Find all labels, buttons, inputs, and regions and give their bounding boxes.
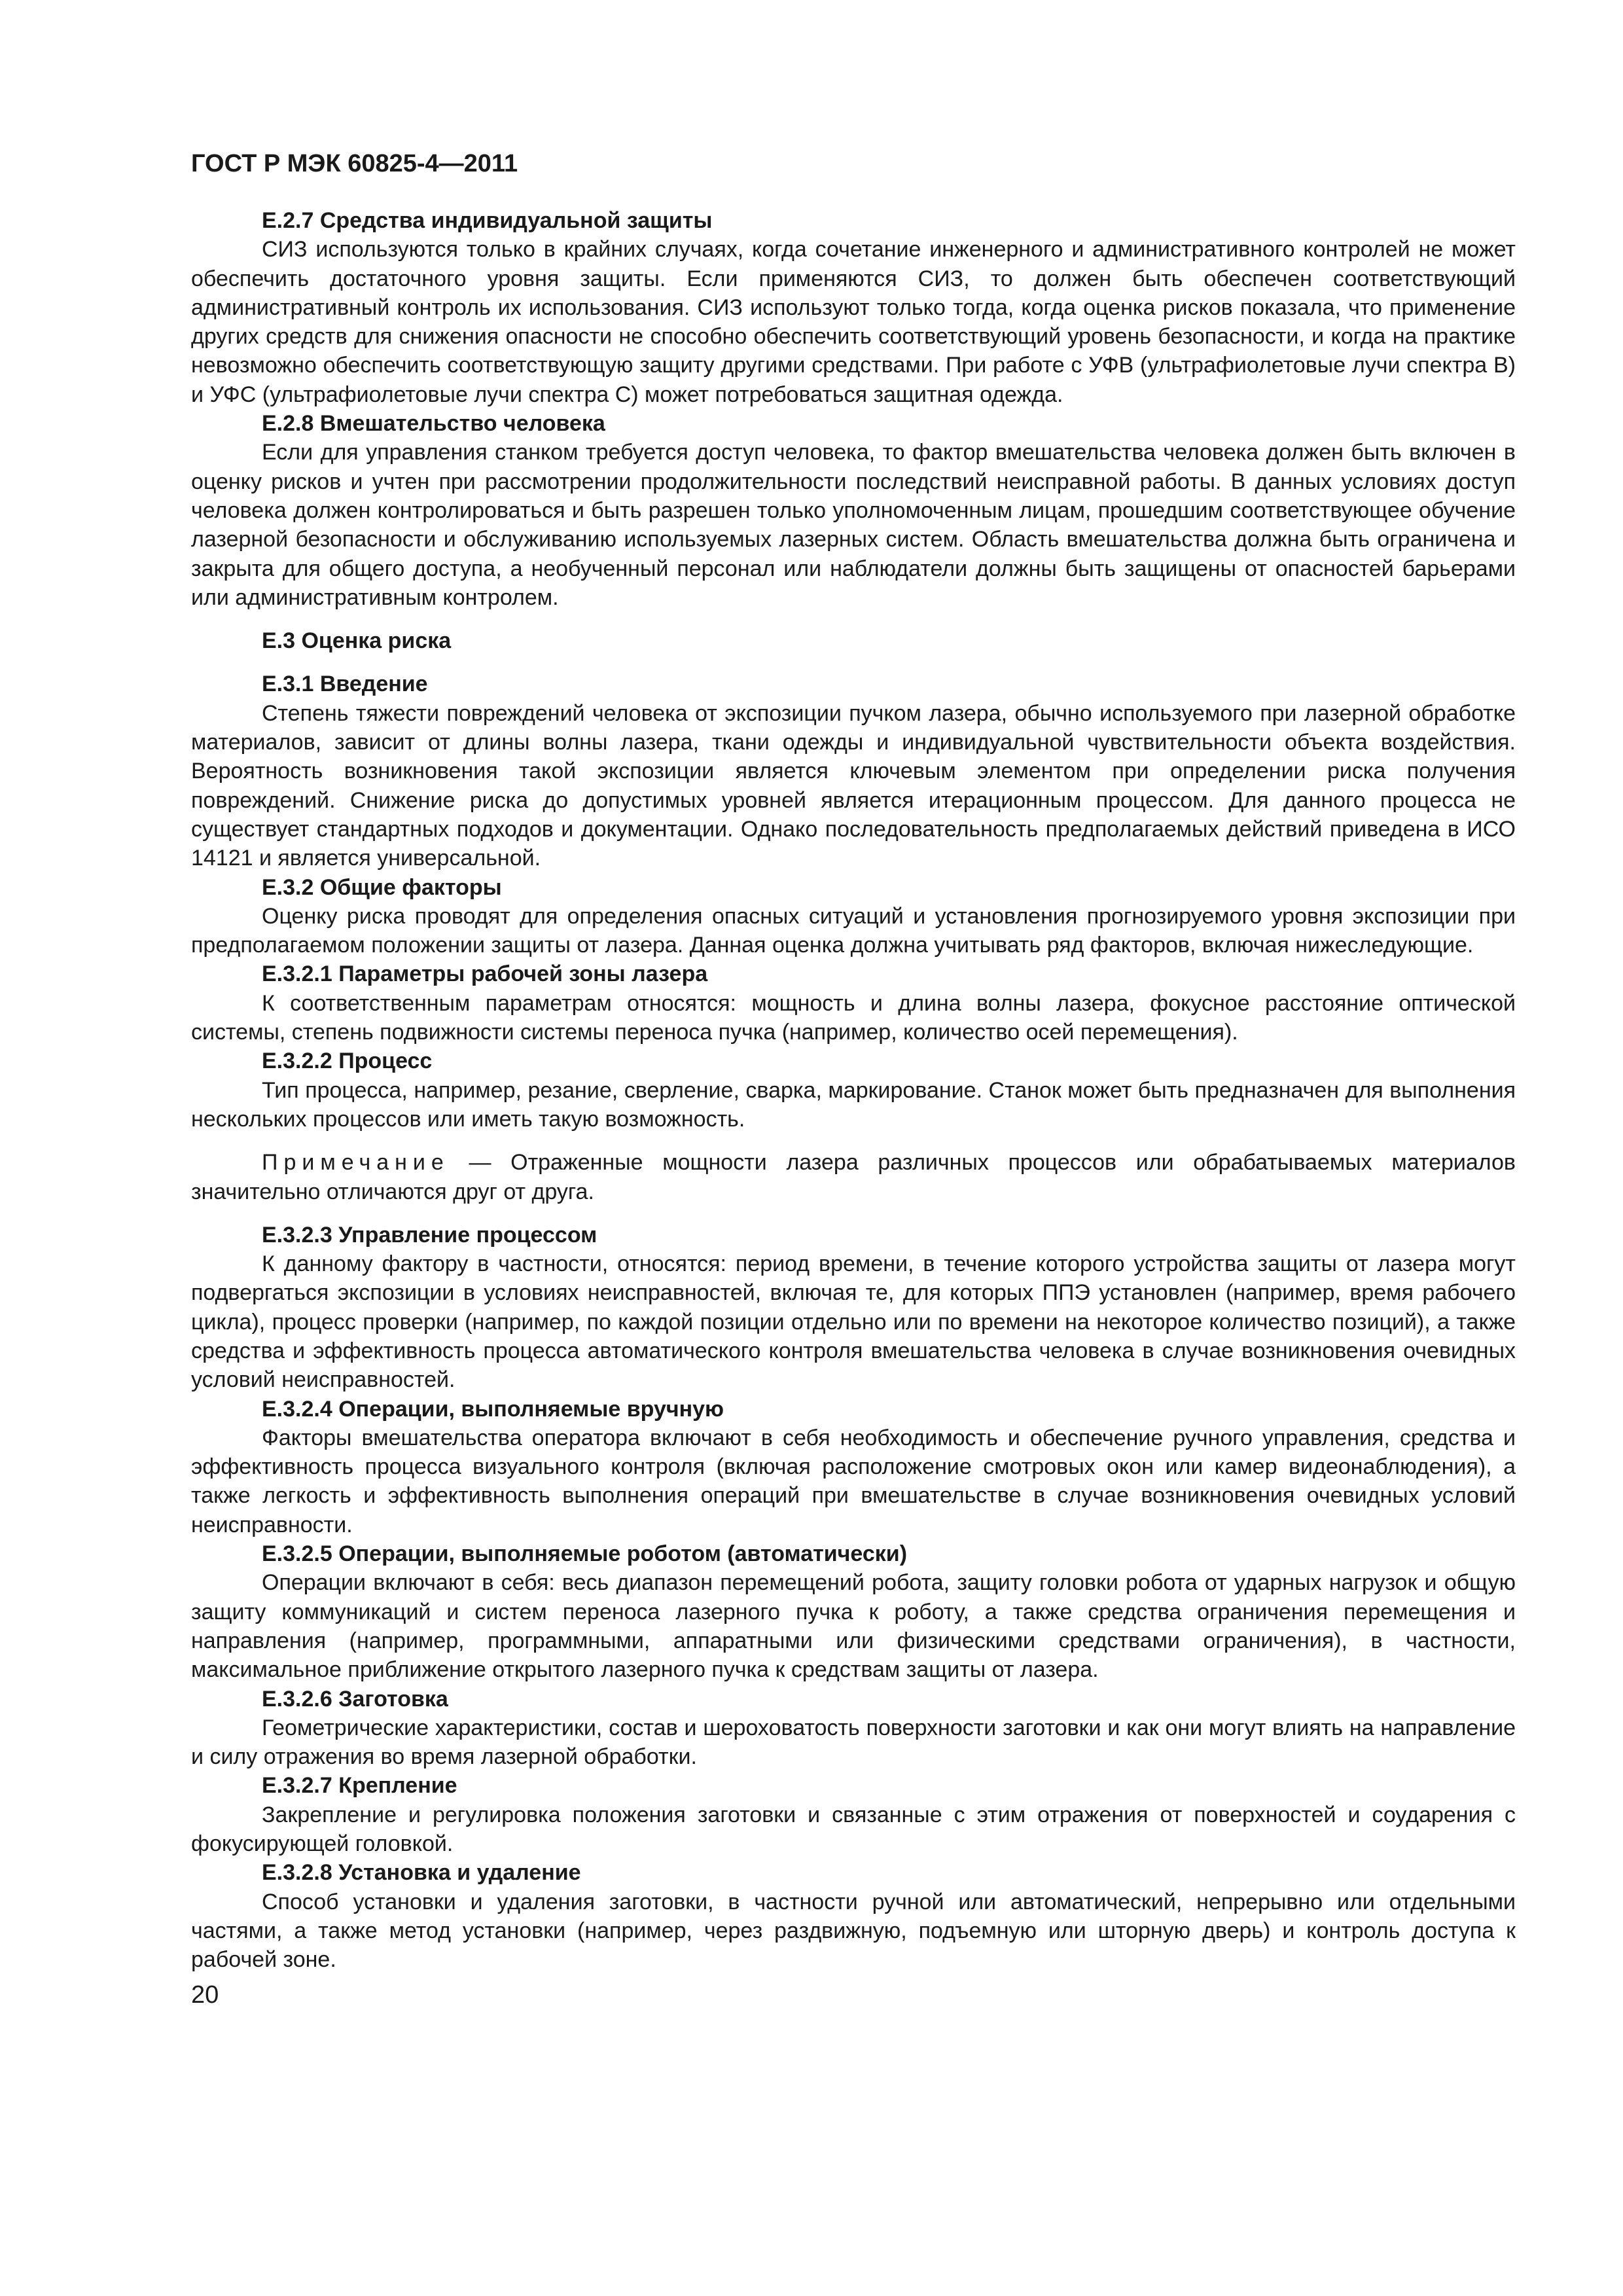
section-heading-e32: Е.3.2 Общие факторы	[262, 874, 502, 900]
section-heading-e327: Е.3.2.7 Крепление	[262, 1773, 457, 1799]
note-text: — Отраженные мощности лазера различных процессов или обрабатываемых материалов значительно отличаются друг от друга.	[191, 1150, 1516, 1204]
section-text-e327: Закрепление и регулировка положения заготовки и связанные с этим отражения от поверхностей и соударения с фокусирующей головкой.	[191, 1802, 1516, 1857]
section-heading-e325: Е.3.2.5 Операции, выполняемые роботом (автоматически)	[262, 1541, 908, 1567]
document-page	[191, 147, 1516, 2011]
page-number: 20	[191, 1981, 219, 2009]
section-text-e326: Геометрические характеристики, состав и шероховатость поверхности заготовки и как они могут влиять на направление и силу отражения во время лазерной обработки.	[191, 1715, 1516, 1770]
section-heading-e324: Е.3.2.4 Операции, выполняемые вручную	[262, 1396, 724, 1422]
section-text-e328: Способ установки и удаления заготовки, в частности ручной или автоматический, непрерывно или отдельными частями, а также метод установки (например, через раздвижную, подъемную или шторную дверь) и контроль доступа к рабочей зоне.	[191, 1889, 1516, 1973]
section-heading-e326: Е.3.2.6 Заготовка	[262, 1686, 448, 1712]
section-text-e324: Факторы вмешательства оператора включают в себя необходимость и обеспечение ручного управления, средства и эффективность процесса визуального контроля (включая расположение смотровых окон или камер видеонаблюдения), а также легкость и эффективность выполнения операций при вмешательстве в случае возникновения очевидных условий неисправности.	[191, 1425, 1516, 1537]
section-heading-e27: Е.2.7 Средства индивидуальной защиты	[262, 208, 713, 233]
document-standard-title: ГОСТ Р МЭК 60825-4—2011	[191, 150, 518, 177]
section-text-e321: К соответственным параметрам относятся: мощность и длина волны лазера, фокусное расстояние оптической системы, степень подвижности системы переноса пучка (например, количество осей перемещения).	[191, 990, 1516, 1045]
section-text-e28: Если для управления станком требуется доступ человека, то фактор вмешательства человека должен быть включен в оценку рисков и учтен при рассмотрении продолжительности последствий неисправной работы. В данных условиях доступ человека должен контролироваться и быть разрешен только уполномоченным лицам, прошедшим соответствующее обучение лазерной безопасности и обслуживанию используемых лазерных систем. Область вмешательства должна быть ограничена и закрыта для общего доступа, а необученный персонал или наблюдатели должны быть защищены от опасностей барьерами или административным контролем.	[191, 440, 1516, 610]
note-block	[191, 1148, 1516, 1206]
section-text-e325: Операции включают в себя: весь диапазон перемещений робота, защиту головки робота от ударных нагрузок и общую защиту коммуникаций и систем переноса лазерного пучка к роботу, а также средства ограничения перемещения и направления (например, программными, аппаратными или физическими средствами ограничения), в частности, максимальное приближение открытого лазерного пучка к средствам защиты от лазера.	[191, 1570, 1516, 1683]
section-text-e322: Тип процесса, например, резание, сверление, сварка, маркирование. Станок может быть предназначен для выполнения нескольких процессов или иметь такую возможность.	[191, 1077, 1516, 1132]
section-heading-e323: Е.3.2.3 Управление процессом	[262, 1222, 597, 1247]
note-label: Примечание	[262, 1150, 450, 1175]
section-heading-e28: Е.2.8 Вмешательство человека	[262, 411, 605, 437]
section-text-e31: Степень тяжести повреждений человека от экспозиции пучком лазера, обычно используемого при лазерной обработке материалов, зависит от длины волны лазера, ткани одежды и индивидуальной чувствительности объекта воздействия. Вероятность возникновения такой экспозиции является ключевым элементом при определении риска получения повреждений. Снижение риска до допустимых уровней является итерационным процессом. Для данного процесса не существует стандартных подходов и документации. Однако последовательность предполагаемых действий приведена в ИСО 14121 и является универсальной.	[191, 700, 1516, 871]
section-heading-e322: Е.3.2.2 Процесс	[262, 1049, 433, 1074]
section-text-e323: К данному фактору в частности, относятся: период времени, в течение которого устройства защиты от лазера могут подвергаться экспозиции в условиях неисправностей, включая те, для которых ППЭ установлен (например, время рабочего цикла), процесс проверки (например, по каждой позиции отдельно или по времени на некоторое количество позиций), а также средства и эффективность процесса автоматического контроля вмешательства человека в случае возникновения очевидных условий неисправностей.	[191, 1251, 1516, 1393]
section-text-e32: Оценку риска проводят для определения опасных ситуаций и установления прогнозируемого уровня экспозиции при предполагаемом положении защиты от лазера. Данная оценка должна учитывать ряд факторов, включая нижеследующие.	[191, 903, 1516, 958]
section-heading-e328: Е.3.2.8 Установка и удаление	[262, 1860, 581, 1886]
section-heading-e3: Е.3 Оценка риска	[262, 628, 452, 654]
section-heading-e31: Е.3.1 Введение	[262, 672, 428, 697]
section-heading-e321: Е.3.2.1 Параметры рабочей зоны лазера	[262, 961, 708, 987]
section-text-e27: СИЗ используются только в крайних случаях, когда сочетание инженерного и административного контролей не может обеспечить достаточного уровня защиты. Если применяются СИЗ, то должен быть обеспечен соответствующий административный контроль их использования. СИЗ используют только тогда, когда оценка рисков показала, что применение других средств для снижения опасности не способно обеспечить соответствующий уровень безопасности, и когда на практике невозможно обеспечить соответствующую защиту другими средствами. При работе с УФВ (ультрафиолетовые лучи спектра В) и УФС (ультрафиолетовые лучи спектра С) может потребоваться защитная одежда.	[191, 237, 1516, 407]
